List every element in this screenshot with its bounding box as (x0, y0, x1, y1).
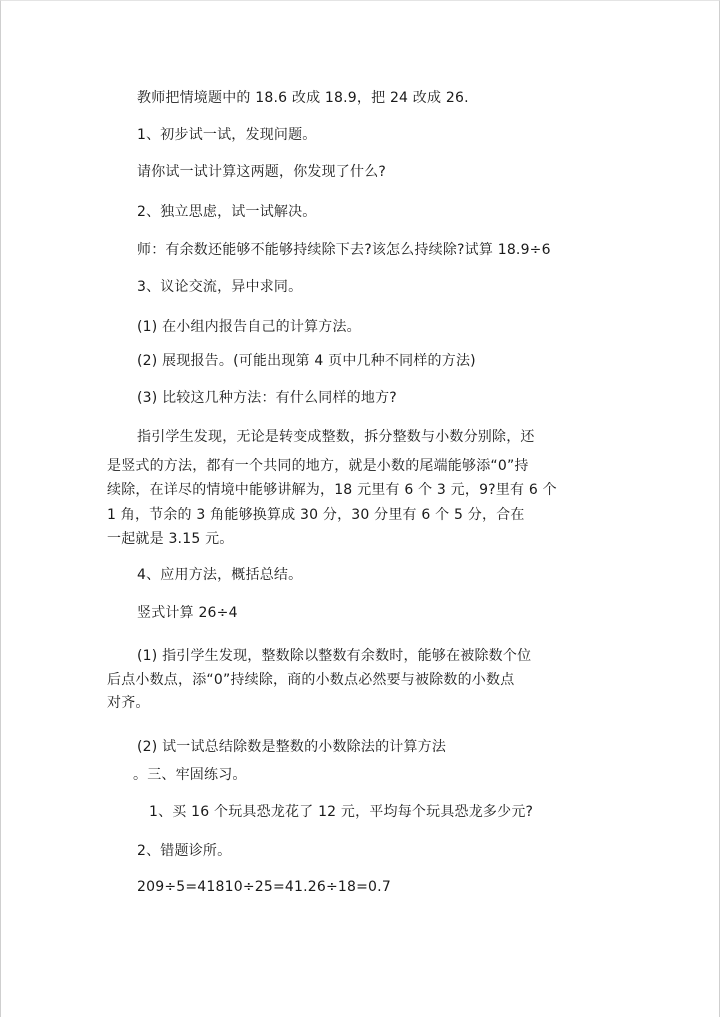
text-line-14: 一起就是 3.15 元。 (107, 531, 234, 547)
text-line-2: 1、初步试一试，发现问题。 (137, 127, 317, 143)
text-line-16: 竖式计算 26÷4 (137, 605, 238, 621)
text-line-7: (1) 在小组内报告自己的计算方法。 (137, 319, 361, 335)
text-line-17: (1) 指引学生发现，整数除以整数有余数时，能够在被除数个位 (137, 648, 532, 664)
text-line-21: 。三、牢固练习。 (133, 767, 247, 783)
text-line-13: 1 角，节余的 3 角能够换算成 30 分，30 分里有 6 个 5 分，合在 (107, 507, 525, 523)
text-line-18: 后点小数点，添“0”持续除，商的小数点必然要与被除数的小数点 (107, 672, 515, 688)
text-line-24: 209÷5=41810÷25=41.26÷18=0.7 (137, 879, 391, 895)
text-line-15: 4、应用方法，概括总结。 (137, 567, 303, 583)
text-line-22: 1、买 16 个玩具恐龙花了 12 元，平均每个玩具恐龙多少元? (149, 804, 534, 820)
text-line-23: 2、错题诊所。 (137, 843, 232, 859)
text-line-9: (3) 比较这几种方法：有什么同样的地方? (137, 390, 397, 406)
text-line-8: (2) 展现报告。(可能出现第 4 页中几种不同样的方法) (137, 353, 476, 369)
text-line-12: 续除，在详尽的情境中能够讲解为，18 元里有 6 个 3 元，9?里有 6 个 (107, 482, 557, 498)
text-line-11: 是竖式的方法，都有一个共同的地方，就是小数的尾端能够添“0”持 (107, 458, 529, 474)
text-line-4: 2、独立思虑，试一试解决。 (137, 204, 317, 220)
text-line-3: 请你试一试计算这两题，你发现了什么? (137, 164, 387, 180)
text-line-20: (2) 试一试总结除数是整数的小数除法的计算方法 (137, 739, 447, 755)
text-line-1: 教师把情境题中的 18.6 改成 18.9，把 24 改成 26. (137, 90, 469, 106)
text-line-5: 师：有余数还能够不能够持续除下去?该怎么持续除?试算 18.9÷6 (137, 242, 551, 258)
text-line-10: 指引学生发现，无论是转变成整数，拆分整数与小数分别除，还 (137, 429, 535, 445)
text-line-6: 3、议论交流，异中求同。 (137, 279, 303, 295)
text-line-19: 对齐。 (107, 695, 150, 711)
